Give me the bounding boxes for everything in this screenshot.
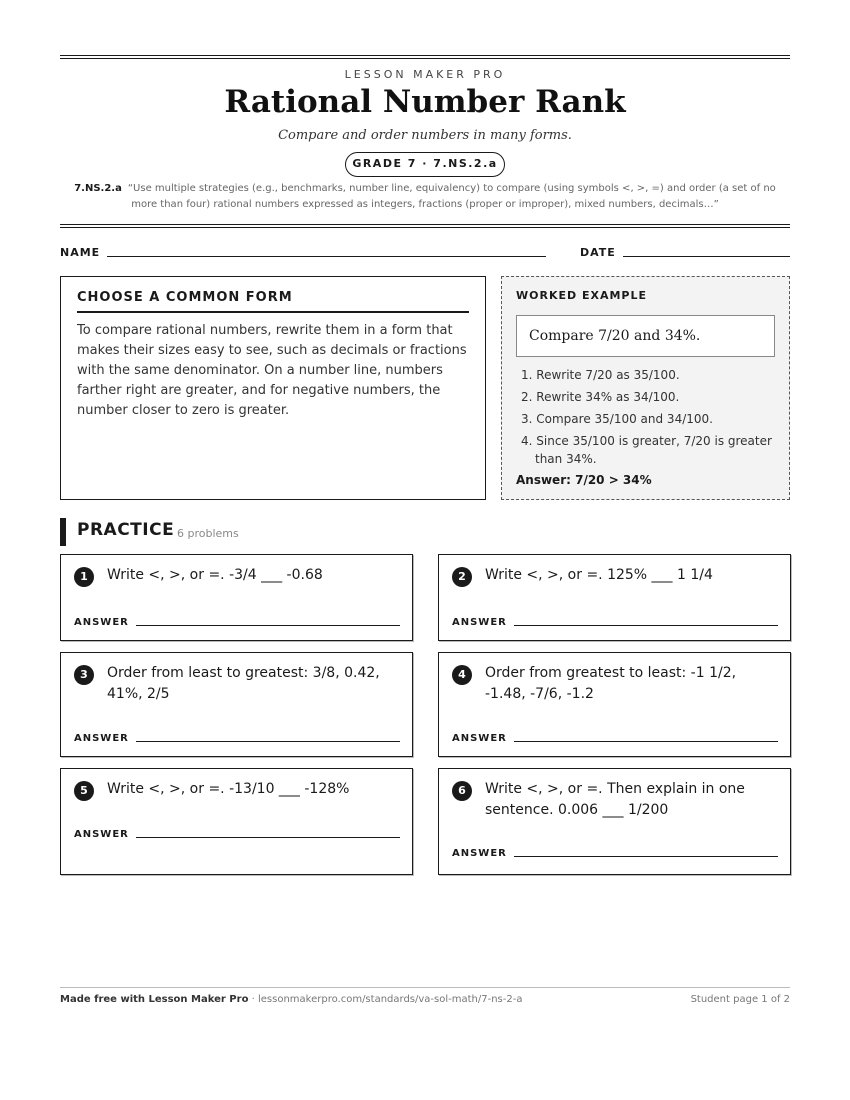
- problem-prompt: Write <, >, or =. Then explain in one sentence. 0.006 ___ 1/200: [485, 781, 745, 818]
- worked-example-steps: [516, 366, 775, 468]
- problem-number: 5: [74, 781, 94, 801]
- problem-prompt: Write <, >, or =. 125% ___ 1 1/4: [485, 567, 713, 583]
- worked-example-prompt: Compare 7/20 and 34%.: [516, 315, 775, 357]
- brand-name: LESSON MAKER PRO: [344, 68, 506, 81]
- date-label: DATE: [580, 246, 616, 259]
- answer-field[interactable]: [136, 625, 400, 626]
- worked-example-heading: WORKED EXAMPLE: [516, 289, 647, 302]
- answer-field[interactable]: [514, 741, 778, 742]
- name-label: NAME: [60, 246, 101, 259]
- concept-text: To compare rational numbers, rewrite them in a form that makes their sizes easy to see, such as decimals or fractions with the same denominator. On a number line, numbers farther right are greater, and for negative numbers, the number closer to zero is greater.: [77, 323, 467, 418]
- problem-number: 6: [452, 781, 472, 801]
- problem-number: 2: [452, 567, 472, 587]
- worked-example-answer: Answer: 7/20 > 34%: [516, 473, 652, 487]
- problem-card-6: [438, 768, 791, 875]
- answer-label: ANSWER: [452, 733, 507, 744]
- grade-badge: GRADE 7 · 7.NS.2.a: [345, 152, 505, 177]
- problem-card-4: [438, 652, 791, 757]
- worked-example-step: 1. Rewrite 7/20 as 35/100.: [521, 368, 680, 382]
- practice-heading: PRACTICE: [77, 520, 175, 540]
- footer-page-number: Student page 1 of 2: [690, 994, 790, 1005]
- problem-number: 3: [74, 665, 94, 685]
- answer-label: ANSWER: [74, 617, 129, 628]
- footer-url-link[interactable]: · lessonmakerpro.com/standards/va-sol-math/7-ns-2-a: [248, 994, 523, 1005]
- concept-heading: CHOOSE A COMMON FORM: [77, 290, 469, 313]
- answer-field[interactable]: [514, 856, 778, 857]
- practice-accent-bar: [60, 518, 66, 546]
- standard-description: [60, 181, 790, 213]
- answer-field[interactable]: [136, 837, 400, 838]
- worksheet-page: [60, 0, 790, 1100]
- answer-label: ANSWER: [74, 829, 129, 840]
- problem-card-1: [60, 554, 413, 641]
- footer-rule: [60, 987, 790, 988]
- header-bottom-rule: [60, 224, 790, 228]
- worked-example-box: [501, 276, 790, 500]
- date-field[interactable]: [623, 256, 790, 257]
- standard-text: “Use multiple strategies (e.g., benchmarks, number line, equivalency) to compare (using symbols <, >, =) and order (a set of no more than four) rational numbers expressed as integers, fractions (proper or improper), mixed numbers, decimals…”: [127, 183, 776, 210]
- footer-made-with: Made free with Lesson Maker Pro: [60, 994, 249, 1005]
- answer-field[interactable]: [136, 741, 400, 742]
- standard-code: 7.NS.2.a: [74, 183, 122, 194]
- problem-card-5: [60, 768, 413, 875]
- worked-example-step: 4. Since 35/100 is greater, 7/20 is greater than 34%.: [521, 434, 772, 466]
- answer-field[interactable]: [514, 625, 778, 626]
- concept-box: [60, 276, 486, 500]
- problem-prompt: Order from least to greatest: 3/8, 0.42, 41%, 2/5: [107, 665, 380, 702]
- worksheet-subtitle: Compare and order numbers in many forms.: [278, 128, 572, 143]
- problem-card-3: [60, 652, 413, 757]
- footer-credit: [60, 994, 522, 1005]
- problem-card-2: [438, 554, 791, 641]
- answer-label: ANSWER: [452, 617, 507, 628]
- practice-count: 6 problems: [177, 527, 239, 540]
- answer-label: ANSWER: [452, 848, 507, 859]
- worksheet-title: Rational Number Rank: [224, 84, 626, 120]
- worked-example-step: 3. Compare 35/100 and 34/100.: [521, 412, 713, 426]
- problem-prompt: Order from greatest to least: -1 1/2, -1.48, -7/6, -1.2: [485, 665, 737, 702]
- problem-prompt: Write <, >, or =. -3/4 ___ -0.68: [107, 567, 323, 583]
- header-top-rule: [60, 55, 790, 59]
- worked-example-step: 2. Rewrite 34% as 34/100.: [521, 390, 680, 404]
- name-field[interactable]: [107, 256, 546, 257]
- answer-label: ANSWER: [74, 733, 129, 744]
- problem-number: 4: [452, 665, 472, 685]
- problem-number: 1: [74, 567, 94, 587]
- problem-prompt: Write <, >, or =. -13/10 ___ -128%: [107, 781, 350, 797]
